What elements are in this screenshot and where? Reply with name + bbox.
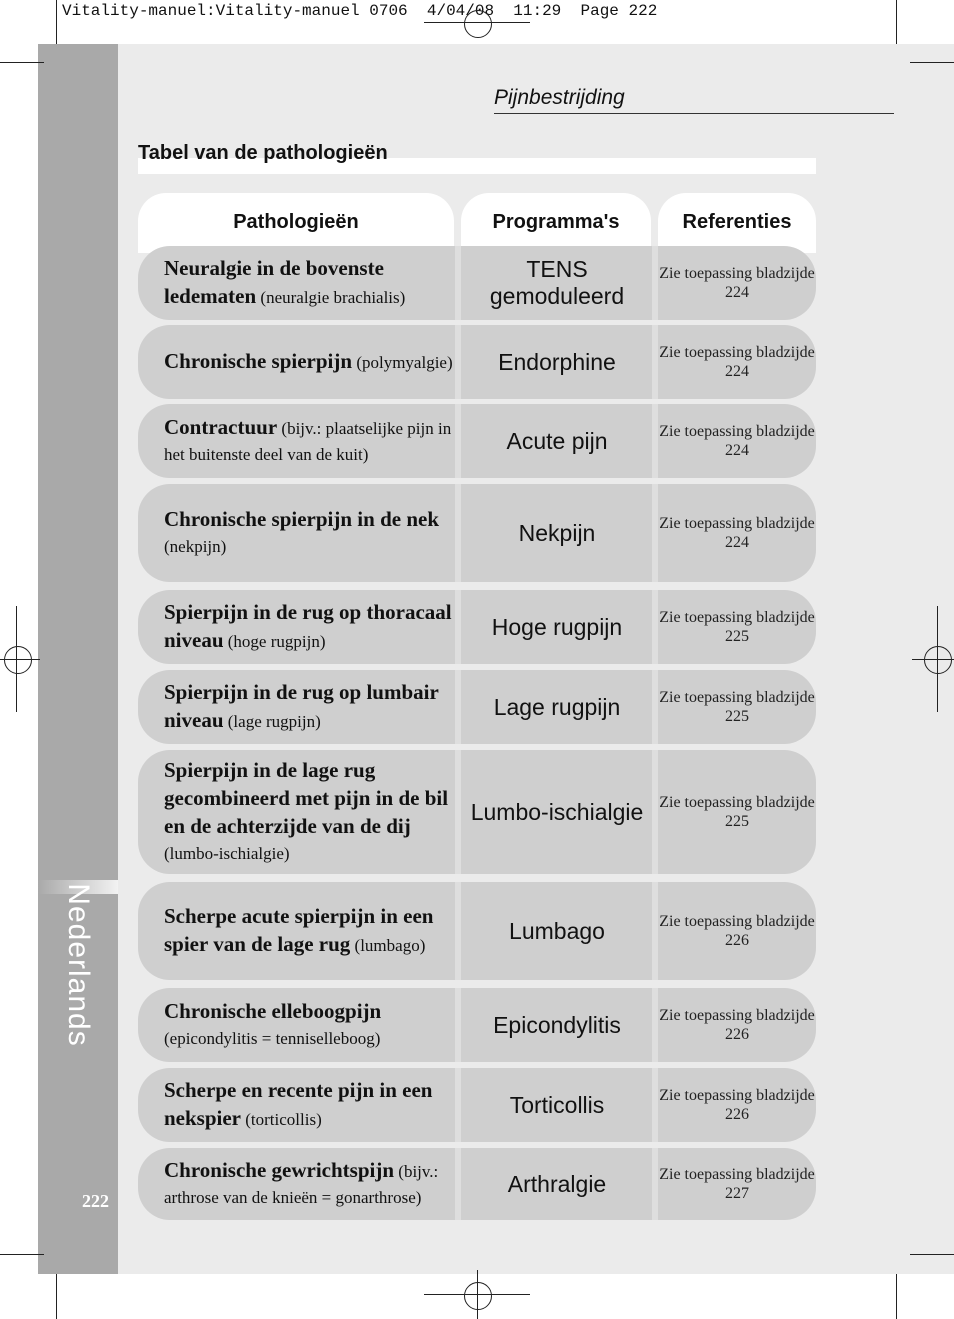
pathology-note: (polymyalgie) [356,353,453,372]
pathology-note: (torticollis) [245,1110,322,1129]
crop-mark [910,62,954,63]
reference-cell: Zie toepassing bladzijde 225 [659,794,815,830]
pathology-name: Chronische elleboogpijn [164,999,382,1023]
reference-cell: Zie toepassing bladzijde 225 [659,689,815,725]
program-cell: Epicondylitis [493,1011,621,1038]
pathology-cell [164,590,456,664]
registration-mark-icon [4,646,32,674]
crop-mark [56,1274,57,1319]
pathology-name: Neuralgie in de bovenste ledematen [164,256,384,308]
reference-cell: Zie toepassing bladzijde 226 [659,1007,815,1043]
registration-mark-icon [924,646,952,674]
language-label: Nederlands [62,883,95,1047]
crop-mark [896,1274,897,1319]
pathology-name: Scherpe acute spierpijn in een spier van de lage rug [164,904,434,956]
crop-mark [896,0,897,44]
table-row [138,882,816,980]
registration-mark-icon [464,10,492,38]
table-row [138,246,816,320]
column-header-pathologies: Pathologieën [138,193,454,253]
program-cell: Hoge rugpijn [491,613,623,640]
reference-cell: Zie toepassing bladzijde 224 [659,423,815,459]
pathology-note: (neuralgie brachialis) [260,288,406,307]
program-cell: Lumbago [509,917,605,944]
pathology-name: Scherpe en recente pijn in een nekspier [164,1078,433,1130]
pathology-name: Chronische gewrichtspijn [164,1158,395,1182]
program-cell: Endorphine [498,348,616,375]
crop-mark [0,62,44,63]
page-header-title: Pijnbestrijding [494,86,894,114]
pathology-name: Spierpijn in de rug op lumbair niveau [164,680,439,732]
table-row [138,404,816,478]
reference-cell: Zie toepassing bladzijde 227 [659,1166,815,1202]
pathology-note: (nekpijn) [164,537,227,556]
registration-mark-line [0,659,40,660]
reference-cell: Zie toepassing bladzijde 225 [659,609,815,645]
pathology-name: Chronische spierpijn in de nek [164,507,439,531]
registration-mark-line [937,606,938,712]
registration-mark-line [477,1270,478,1319]
pathology-note: (lumbago) [354,936,426,955]
pathology-cell [164,325,456,399]
pathology-cell [164,882,456,980]
table-row [138,1068,816,1142]
pathology-cell [164,404,456,478]
registration-mark-line [16,606,17,712]
pathology-cell [164,1148,456,1220]
table-row [138,325,816,399]
crop-mark [910,1254,954,1255]
program-cell: TENS gemoduleerd [489,256,625,309]
pathology-note: (lumbo-ischialgie) [164,844,290,863]
table-row [138,590,816,664]
pathology-cell [164,484,456,582]
pathology-cell [164,988,456,1062]
table-row [138,484,816,582]
print-slug: Vitality-manuel:Vitality-manuel 0706 4/04/08 11:29 Page 222 [62,2,658,20]
crop-mark [56,0,57,44]
table-row [138,670,816,744]
reference-cell: Zie toepassing bladzijde 224 [659,515,815,551]
program-cell: Lumbo-ischialgie [470,798,644,825]
pathology-cell [164,670,456,744]
program-cell: Lage rugpijn [493,693,621,720]
column-header-programs: Programma's [461,193,651,253]
pathology-name: Spierpijn in de rug op thoracaal niveau [164,600,452,652]
program-cell: Acute pijn [506,427,608,454]
program-cell: Nekpijn [518,519,596,546]
registration-mark-icon [464,1282,492,1310]
table-row [138,750,816,874]
pathology-cell [164,246,456,320]
pathology-note: (epicondylitis = tenniselleboog) [164,1029,381,1048]
pathology-name: Chronische spierpijn [164,349,353,373]
pathology-note: (bijv.: arthrose van de knieën = gonarthrose) [164,1162,439,1207]
table-row [138,988,816,1062]
table-row [138,1148,816,1220]
pathology-note: (bijv.: plaatselijke pijn in het buitenste deel van de kuit) [164,419,452,464]
reference-cell: Zie toepassing bladzijde 226 [659,1087,815,1123]
program-cell: Torticollis [509,1091,605,1118]
pathology-name: Contractuur [164,415,278,439]
reference-cell: Zie toepassing bladzijde 224 [659,265,815,301]
page-number: 222 [82,1191,109,1211]
program-cell: Arthralgie [507,1170,607,1197]
registration-mark-line [424,22,530,23]
column-header-references: Referenties [658,193,816,253]
section-title: Tabel van de pathologieën [138,142,388,164]
pathology-name: Spierpijn in de lage rug gecombineerd met pijn in de bil en de achterzijde van de dij [164,758,449,838]
registration-mark-line [912,659,954,660]
reference-cell: Zie toepassing bladzijde 226 [659,913,815,949]
crop-mark [0,1254,44,1255]
pathology-cell [164,1068,456,1142]
pathology-cell [164,750,456,874]
pathology-note: (hoge rugpijn) [227,632,326,651]
reference-cell: Zie toepassing bladzijde 224 [659,344,815,380]
pathology-note: (lage rugpijn) [227,712,321,731]
